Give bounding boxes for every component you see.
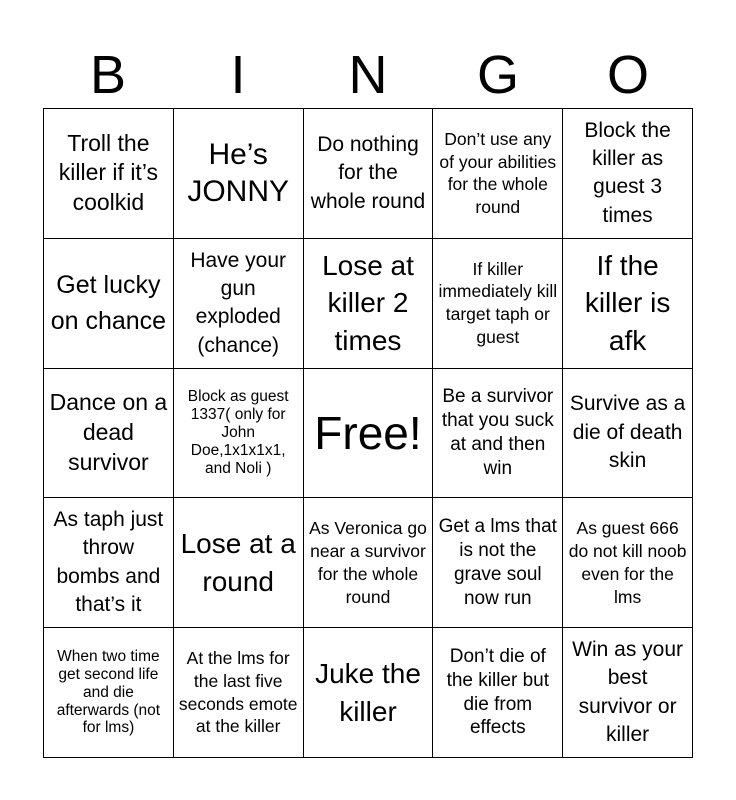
- bingo-cell[interactable]: Don’t die of the killer but die from effects: [433, 628, 563, 758]
- bingo-cell[interactable]: Juke the killer: [304, 628, 434, 758]
- header-letter-o: O: [606, 45, 649, 105]
- bingo-cell[interactable]: Have your gun exploded (chance): [174, 239, 304, 369]
- header-letter-g: G: [476, 45, 519, 105]
- bingo-cell[interactable]: Troll the killer if it’s coolkid: [44, 109, 174, 239]
- bingo-cell[interactable]: Dance on a dead survivor: [44, 369, 174, 499]
- bingo-cell[interactable]: Do nothing for the whole round: [304, 109, 434, 239]
- bingo-cell[interactable]: Get lucky on chance: [44, 239, 174, 369]
- bingo-cell[interactable]: Win as your best survivor or killer: [563, 628, 693, 758]
- bingo-cell[interactable]: Don’t use any of your abilities for the whole round: [433, 109, 563, 239]
- header-letter-b: B: [89, 45, 127, 105]
- header-letter-i: I: [230, 45, 246, 105]
- bingo-grid: [43, 108, 693, 758]
- bingo-cell[interactable]: As taph just throw bombs and that’s it: [44, 498, 174, 628]
- bingo-cell[interactable]: Lose at a round: [174, 498, 304, 628]
- bingo-cell[interactable]: As guest 666 do not kill noob even for the lms: [563, 498, 693, 628]
- header-letter-n: N: [348, 45, 388, 105]
- bingo-cell[interactable]: Get a lms that is not the grave soul now run: [433, 498, 563, 628]
- bingo-cell[interactable]: At the lms for the last five seconds emote at the killer: [174, 628, 304, 758]
- bingo-cell[interactable]: When two time get second life and die afterwards (not for lms): [44, 628, 174, 758]
- bingo-cell[interactable]: If the killer is afk: [563, 239, 693, 369]
- bingo-cell[interactable]: As Veronica go near a survivor for the whole round: [304, 498, 434, 628]
- bingo-cell[interactable]: Be a survivor that you suck at and then win: [433, 369, 563, 499]
- bingo-cell[interactable]: Block as guest 1337( only for John Doe,1x1x1x1, and Noli ): [174, 369, 304, 499]
- bingo-cell[interactable]: Survive as a die of death skin: [563, 369, 693, 499]
- free-space[interactable]: Free!: [304, 369, 434, 499]
- bingo-cell[interactable]: If killer immediately kill target taph or guest: [433, 239, 563, 369]
- bingo-cell[interactable]: Block the killer as guest 3 times: [563, 109, 693, 239]
- bingo-cell[interactable]: Lose at killer 2 times: [304, 239, 434, 369]
- bingo-header: [43, 40, 693, 110]
- bingo-cell[interactable]: He’s JONNY: [174, 109, 304, 239]
